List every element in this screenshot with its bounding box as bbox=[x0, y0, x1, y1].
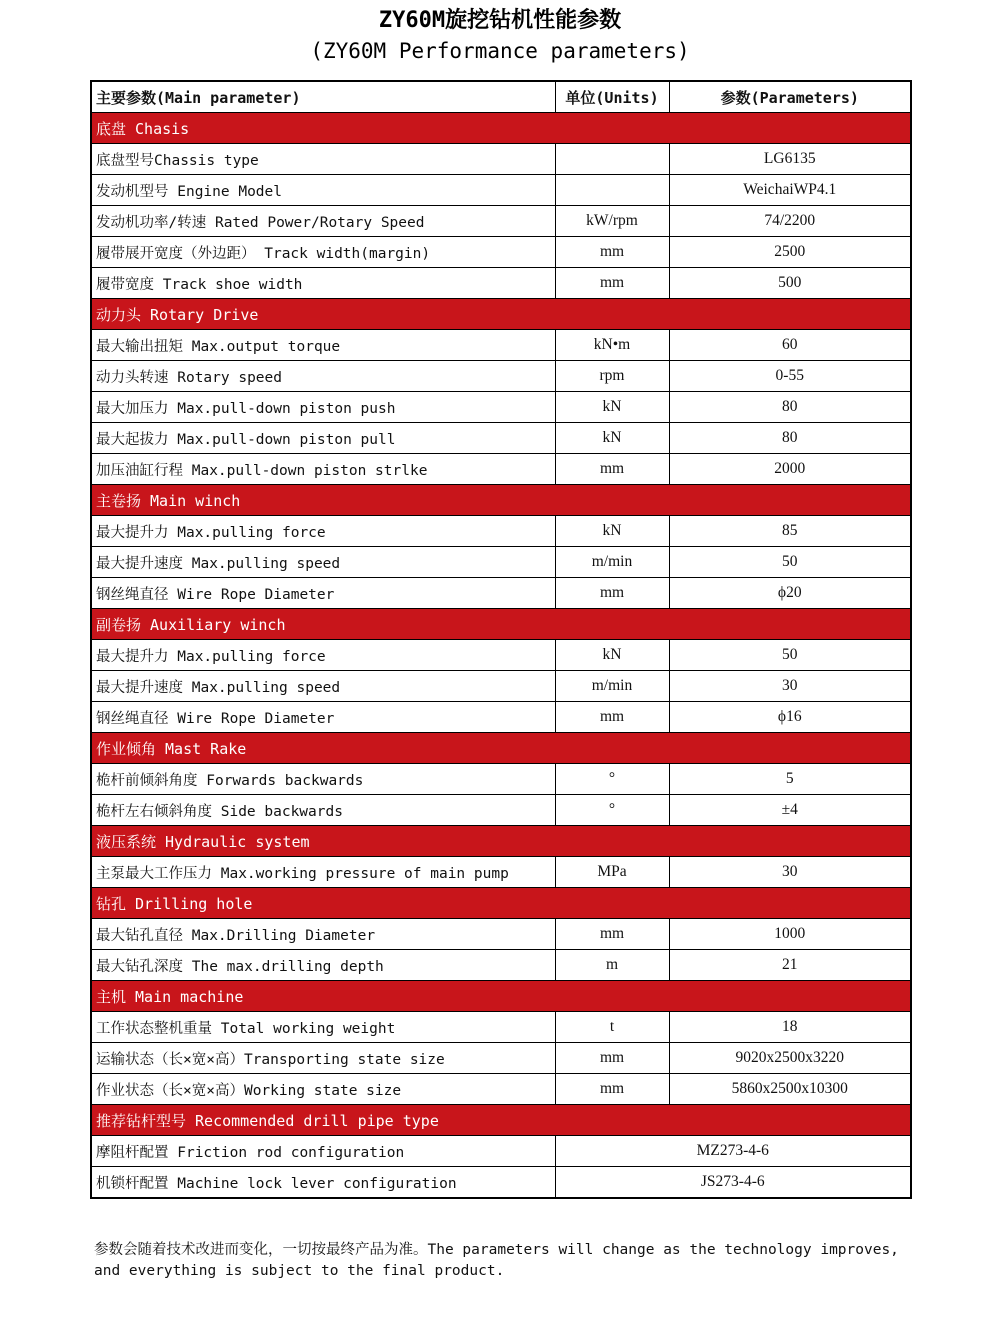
table-row bbox=[91, 1012, 911, 1043]
parameter-unit: ° bbox=[555, 764, 669, 795]
section-header-row bbox=[91, 981, 911, 1012]
parameter-name: 摩阻杆配置 Friction rod configuration bbox=[91, 1136, 555, 1167]
parameter-unit: ° bbox=[555, 795, 669, 826]
table-row bbox=[91, 764, 911, 795]
parameter-name: 钢丝绳直径 Wire Rope Diameter bbox=[91, 578, 555, 609]
parameter-name: 发动机型号 Engine Model bbox=[91, 175, 555, 206]
table-row bbox=[91, 330, 911, 361]
table-row bbox=[91, 702, 911, 733]
table-row bbox=[91, 640, 911, 671]
section-title: 主卷扬 Main winch bbox=[91, 485, 911, 516]
table-row bbox=[91, 454, 911, 485]
parameter-name: 最大提升速度 Max.pulling speed bbox=[91, 547, 555, 578]
parameter-name: 加压油缸行程 Max.pull-down piston strlke bbox=[91, 454, 555, 485]
parameter-name: 桅杆左右倾斜角度 Side backwards bbox=[91, 795, 555, 826]
parameter-unit: MPa bbox=[555, 857, 669, 888]
section-title: 底盘 Chasis bbox=[91, 113, 911, 144]
footnote: 参数会随着技术改进而变化，一切按最终产品为准。The parameters will change as the technology improves, and everything is subject to the final product. bbox=[94, 1242, 899, 1279]
parameter-unit: mm bbox=[555, 237, 669, 268]
table-row bbox=[91, 950, 911, 981]
parameter-name: 主泵最大工作压力 Max.working pressure of main pump bbox=[91, 857, 555, 888]
section-header-row bbox=[91, 733, 911, 764]
parameter-value: 30 bbox=[669, 857, 911, 888]
section-header-row bbox=[91, 888, 911, 919]
section-title: 液压系统 Hydraulic system bbox=[91, 826, 911, 857]
parameter-unit bbox=[555, 144, 669, 175]
parameter-value: ϕ16 bbox=[669, 702, 911, 733]
table-row bbox=[91, 919, 911, 950]
parameter-name: 机锁杆配置 Machine lock lever configuration bbox=[91, 1167, 555, 1199]
parameter-name: 发动机功率/转速 Rated Power/Rotary Speed bbox=[91, 206, 555, 237]
table-row bbox=[91, 795, 911, 826]
parameter-value: 80 bbox=[669, 423, 911, 454]
section-header-row bbox=[91, 609, 911, 640]
parameter-value: 18 bbox=[669, 1012, 911, 1043]
parameter-unit: m/min bbox=[555, 547, 669, 578]
table-row bbox=[91, 392, 911, 423]
table-body bbox=[91, 113, 911, 1199]
section-header-row bbox=[91, 826, 911, 857]
parameter-unit: mm bbox=[555, 454, 669, 485]
parameter-value: 2000 bbox=[669, 454, 911, 485]
parameter-unit bbox=[555, 175, 669, 206]
parameter-name: 钢丝绳直径 Wire Rope Diameter bbox=[91, 702, 555, 733]
parameter-unit: mm bbox=[555, 578, 669, 609]
parameter-name: 动力头转速 Rotary speed bbox=[91, 361, 555, 392]
header-parameters: 参数(Parameters) bbox=[669, 81, 911, 113]
parameter-value: 30 bbox=[669, 671, 911, 702]
section-title: 动力头 Rotary Drive bbox=[91, 299, 911, 330]
table-row bbox=[91, 857, 911, 888]
parameter-value: 0-55 bbox=[669, 361, 911, 392]
parameter-unit: kN bbox=[555, 392, 669, 423]
table-row bbox=[91, 516, 911, 547]
section-title: 推荐钻杆型号 Recommended drill pipe type bbox=[91, 1105, 911, 1136]
document-title: ZY60M旋挖钻机性能参数 bbox=[378, 8, 622, 33]
parameter-unit: kN bbox=[555, 640, 669, 671]
section-header-row bbox=[91, 113, 911, 144]
table-row bbox=[91, 144, 911, 175]
table-row bbox=[91, 1043, 911, 1074]
parameter-value: 50 bbox=[669, 547, 911, 578]
table-row bbox=[91, 361, 911, 392]
parameter-value: ±4 bbox=[669, 795, 911, 826]
section-header-row bbox=[91, 485, 911, 516]
parameter-unit: mm bbox=[555, 1074, 669, 1105]
parameter-name: 最大加压力 Max.pull-down piston push bbox=[91, 392, 555, 423]
parameter-name: 工作状态整机重量 Total working weight bbox=[91, 1012, 555, 1043]
table-row bbox=[91, 268, 911, 299]
parameter-name: 最大提升力 Max.pulling force bbox=[91, 516, 555, 547]
table-row bbox=[91, 206, 911, 237]
section-title: 副卷扬 Auxiliary winch bbox=[91, 609, 911, 640]
header-main-parameter: 主要参数(Main parameter) bbox=[91, 81, 555, 113]
parameter-value: 60 bbox=[669, 330, 911, 361]
parameter-value: JS273-4-6 bbox=[555, 1167, 911, 1199]
parameter-value: 5860x2500x10300 bbox=[669, 1074, 911, 1105]
table-row bbox=[91, 547, 911, 578]
parameter-unit: kN•m bbox=[555, 330, 669, 361]
parameter-value: 50 bbox=[669, 640, 911, 671]
parameter-unit: m bbox=[555, 950, 669, 981]
table-row bbox=[91, 1136, 911, 1167]
parameter-name: 最大输出扭矩 Max.output torque bbox=[91, 330, 555, 361]
parameter-value: WeichaiWP4.1 bbox=[669, 175, 911, 206]
parameter-value: 9020x2500x3220 bbox=[669, 1043, 911, 1074]
parameter-name: 运输状态（长×宽×高）Transporting state size bbox=[91, 1043, 555, 1074]
table-row bbox=[91, 423, 911, 454]
section-header-row bbox=[91, 299, 911, 330]
section-title: 作业倾角 Mast Rake bbox=[91, 733, 911, 764]
parameter-name: 底盘型号Chassis type bbox=[91, 144, 555, 175]
parameter-name: 履带展开宽度（外边距） Track width(margin) bbox=[91, 237, 555, 268]
table-row bbox=[91, 578, 911, 609]
parameter-value: 2500 bbox=[669, 237, 911, 268]
parameter-unit: m/min bbox=[555, 671, 669, 702]
table-row bbox=[91, 175, 911, 206]
document-subtitle: (ZY60M Performance parameters) bbox=[310, 39, 690, 63]
parameter-name: 履带宽度 Track shoe width bbox=[91, 268, 555, 299]
parameter-value: 85 bbox=[669, 516, 911, 547]
table-row bbox=[91, 1074, 911, 1105]
parameter-name: 最大提升力 Max.pulling force bbox=[91, 640, 555, 671]
parameter-value: ϕ20 bbox=[669, 578, 911, 609]
parameter-unit: kN bbox=[555, 423, 669, 454]
parameter-value: 5 bbox=[669, 764, 911, 795]
parameter-unit: t bbox=[555, 1012, 669, 1043]
parameter-value: 21 bbox=[669, 950, 911, 981]
parameter-value: 500 bbox=[669, 268, 911, 299]
table-header-row bbox=[91, 81, 911, 113]
parameter-name: 作业状态（长×宽×高）Working state size bbox=[91, 1074, 555, 1105]
section-title: 钻孔 Drilling hole bbox=[91, 888, 911, 919]
parameter-value: 1000 bbox=[669, 919, 911, 950]
parameter-value: LG6135 bbox=[669, 144, 911, 175]
parameter-name: 最大提升速度 Max.pulling speed bbox=[91, 671, 555, 702]
parameter-name: 最大起拔力 Max.pull-down piston pull bbox=[91, 423, 555, 454]
table-row bbox=[91, 1167, 911, 1199]
parameter-unit: kW/rpm bbox=[555, 206, 669, 237]
table-row bbox=[91, 237, 911, 268]
table-row bbox=[91, 671, 911, 702]
parameter-unit: mm bbox=[555, 268, 669, 299]
parameter-value: MZ273-4-6 bbox=[555, 1136, 911, 1167]
parameter-unit: kN bbox=[555, 516, 669, 547]
parameter-value: 74/2200 bbox=[669, 206, 911, 237]
section-header-row bbox=[91, 1105, 911, 1136]
parameter-unit: mm bbox=[555, 919, 669, 950]
section-title: 主机 Main machine bbox=[91, 981, 911, 1012]
parameter-value: 80 bbox=[669, 392, 911, 423]
header-units: 单位(Units) bbox=[555, 81, 669, 113]
parameter-name: 桅杆前倾斜角度 Forwards backwards bbox=[91, 764, 555, 795]
parameter-unit: rpm bbox=[555, 361, 669, 392]
parameter-name: 最大钻孔深度 The max.drilling depth bbox=[91, 950, 555, 981]
parameter-table bbox=[90, 80, 912, 1199]
parameter-unit: mm bbox=[555, 702, 669, 733]
parameter-name: 最大钻孔直径 Max.Drilling Diameter bbox=[91, 919, 555, 950]
parameter-unit: mm bbox=[555, 1043, 669, 1074]
